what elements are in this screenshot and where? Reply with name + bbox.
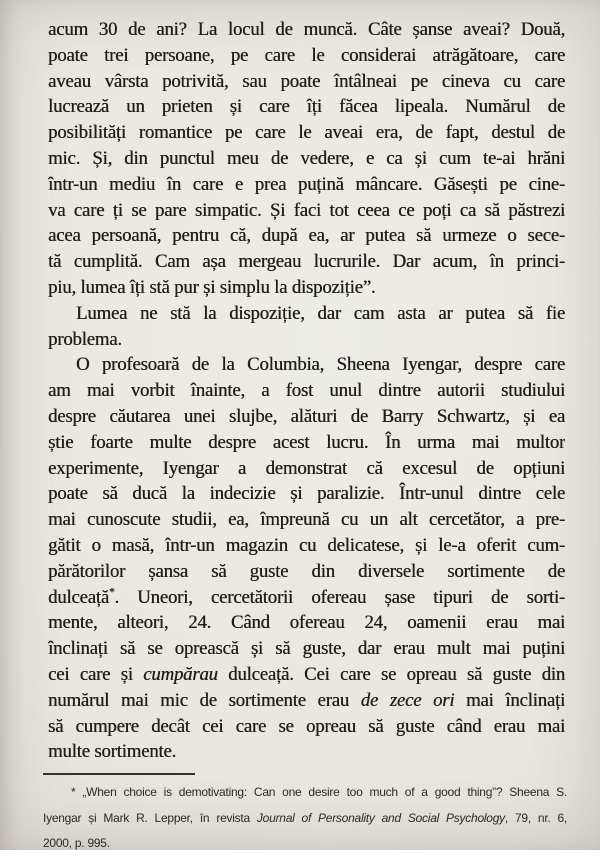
footnote-line: Iyengar și Mark R. Lepper, în revista Journal of Personality and Social Psychology, 79, nr. 6, [43, 810, 567, 825]
text-line: mai cunoscute studii, ea, împreună cu un alt cercetător, a pre- [48, 509, 565, 531]
page-text [43, 17, 567, 856]
text-line: dulceață*. Uneori, cercetătorii ofereau șase tipuri de sorti- [48, 586, 565, 608]
footnote [43, 780, 567, 856]
text-line: mic. Și, din punctul meu de vedere, e ca și cum te-ai hrăni [48, 147, 565, 169]
text-line: cei care și cumpărau dulceață. Cei care se opreau să guste din [48, 663, 565, 685]
body-paragraphs [48, 17, 565, 765]
text-line: poate să ducă la indecizie și paralizie. Într-unul dintre cele [48, 483, 565, 505]
text-line: tă cumplită. Cam așa mergeau lucrurile. Dar acum, în princi- [48, 251, 565, 273]
text-line: lucrează un prieten și care îți făcea lipeala. Numărul de [48, 96, 565, 118]
text-line: înclinați să se oprească și să guste, dar erau mult mai puțini [48, 638, 565, 660]
text-line: să cumpere decât cei care se opreau să guste când erau mai [48, 715, 565, 737]
text-line: părătorilor șansa să guste din diversele sortimente de [48, 560, 565, 582]
emphasis-text: cumpărau [143, 663, 218, 685]
text-line: posibilități romantice pe care le aveai era, de fapt, destul de [48, 122, 565, 144]
text-line: O profesoară de la Columbia, Sheena Iyengar, despre care [76, 354, 565, 376]
footnote-divider [43, 773, 195, 775]
text-line: experimente, Iyengar a demonstrat că excesul de opțiuni [48, 457, 565, 479]
text-line: știe foarte multe despre acest lucru. În urma mai multor [48, 431, 565, 453]
text-line: multe sortimente. [48, 741, 177, 763]
text-line: acea persoană, pentru că, după ea, ar putea să urmeze o sece- [48, 225, 565, 247]
emphasis-text: Journal of Personality and Social Psychology [256, 810, 505, 825]
emphasis-text: de zece ori [360, 689, 455, 711]
text-line: piu, lumea îți stă pur și simplu la dispoziție”. [48, 276, 376, 298]
footnote-line: * „When choice is demotivating: Can one desire too much of a good thing”? Sheena S. [71, 785, 567, 800]
text-line: va care ți se pare simpatic. Și faci tot ceea ce poți ca să păstrezi [48, 199, 565, 221]
text-line: am mai vorbit înainte, a fost unul dintre autorii studiului [48, 380, 565, 402]
text-line: problema. [48, 328, 122, 350]
text-line: într-un mediu în care e prea puțină mâncare. Găsești pe cine- [48, 173, 565, 195]
text-line: numărul mai mic de sortimente erau de zece ori mai înclinați [48, 689, 565, 711]
text-line: despre căutarea unei slujbe, alături de Barry Schwartz, și ea [48, 405, 565, 427]
text-line: acum 30 de ani? La locul de muncă. Câte șanse aveai? Două, [48, 19, 565, 40]
footnote-line: 2000, p. 995. [43, 835, 110, 850]
text-line: mente, alteori, 24. Când ofereau 24, oamenii erau mai [48, 612, 565, 634]
text-line: poate trei persoane, pe care le considerai atrăgătoare, care [48, 44, 565, 66]
text-line: gătit o masă, într-un magazin cu delicatese, și le-a oferit cum- [48, 534, 565, 556]
text-line: aveau vârsta potrivită, sau poate întâlneai pe cineva cu care [48, 70, 565, 92]
text-line: Lumea ne stă la dispoziție, dar cam asta ar putea să fie [76, 302, 565, 324]
footnote-marker: * [108, 586, 115, 599]
